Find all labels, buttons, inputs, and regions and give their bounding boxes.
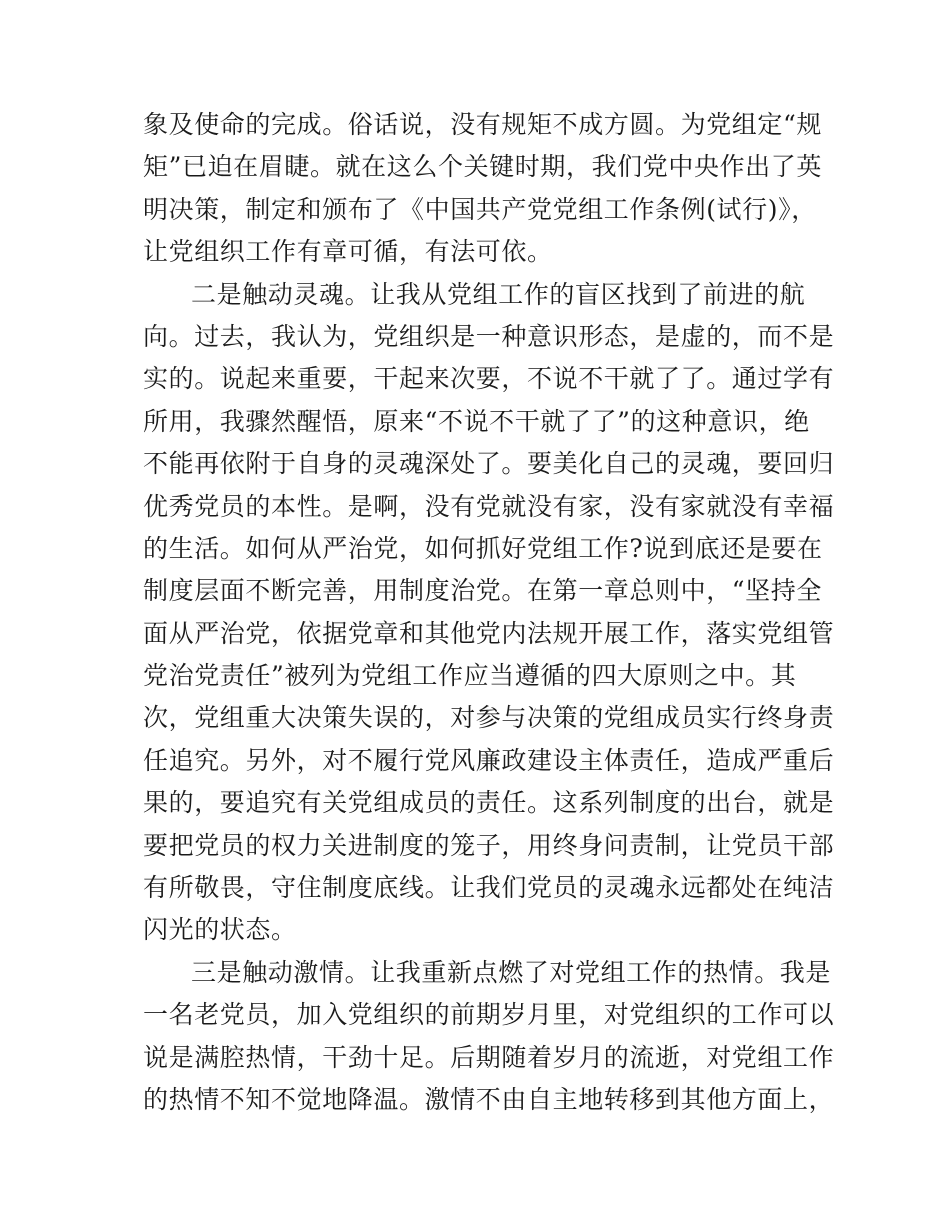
paragraph-first-line: 三是触动激情。让我重新点燃了对党组工作的热情。我是 (191, 957, 832, 987)
text-line: 要把党员的权力关进制度的笼子，用终身问责制，让党员干部 (143, 830, 835, 860)
text-line: 面从严治党，依据党章和其他党内法规开展工作，落实党组管 (143, 618, 835, 648)
paragraph-first-line: 二是触动灵魂。让我从党组工作的盲区找到了前进的航 (191, 279, 806, 309)
text-line: 不能再依附于自身的灵魂深处了。要美化自己的灵魂，要回归 (143, 449, 835, 479)
text-line: 矩”已迫在眉睫。就在这么个关键时期，我们党中央作出了英 (143, 152, 822, 182)
text-line: 向。过去，我认为，党组织是一种意识形态，是虚的，而不是 (143, 321, 835, 351)
text-line: 任追究。另外，对不履行党风廉政建设主体责任，造成严重后 (143, 745, 835, 775)
text-line: 闪光的状态。 (143, 915, 297, 945)
text-line: 所用，我骤然醒悟，原来“不说不干就了了”的这种意识，绝 (143, 406, 810, 436)
text-line: 果的，要追究有关党组成员的责任。这系列制度的出台，就是 (143, 788, 835, 818)
text-line: 让党组织工作有章可循，有法可依。 (143, 237, 553, 267)
text-line: 明决策，制定和颁布了《中国共产党党组工作条例(试行)》， (143, 194, 817, 224)
text-line: 说是满腔热情，干劲十足。后期随着岁月的流逝，对党组工作 (143, 1042, 835, 1072)
document-body (143, 104, 835, 1121)
text-line: 制度层面不断完善，用制度治党。在第一章总则中，“坚持全 (143, 576, 822, 606)
text-line: 实的。说起来重要，干起来次要，不说不干就了了。通过学有 (143, 364, 835, 394)
text-line: 的生活。如何从严治党，如何抓好党组工作?说到底还是要在 (143, 533, 823, 563)
text-line: 的热情不知不觉地降温。激情不由自主地转移到其他方面上， (143, 1084, 835, 1114)
text-line: 党治党责任”被列为党组工作应当遵循的四大原则之中。其 (143, 661, 797, 691)
text-line: 次，党组重大决策失误的，对参与决策的党组成员实行终身责 (143, 703, 835, 733)
text-line: 象及使命的完成。俗话说，没有规矩不成方圆。为党组定“规 (143, 110, 822, 139)
text-line: 优秀党员的本性。是啊，没有党就没有家，没有家就没有幸福 (143, 491, 835, 521)
text-line: 有所敬畏，守住制度底线。让我们党员的灵魂永远都处在纯洁 (143, 873, 835, 903)
text-line: 一名老党员，加入党组织的前期岁月里，对党组织的工作可以 (143, 1000, 835, 1030)
